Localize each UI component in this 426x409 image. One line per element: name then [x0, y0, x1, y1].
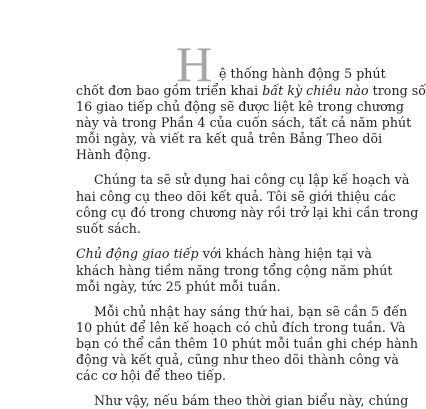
- text-run: với khách hàng hiện tại và: [198, 246, 372, 261]
- text-run: trong số: [368, 83, 426, 98]
- text-line: [76, 99, 404, 115]
- text-run: Như vậy, nếu bám theo thời gian biểu này, chúng: [94, 393, 409, 408]
- text-run: ệ thống hành động 5 phút: [219, 66, 386, 81]
- text-run: động và kết quả, cũng như theo dõi thành công và: [76, 352, 399, 367]
- text-line: [76, 115, 411, 131]
- italic-text: Chủ động giao tiếp: [76, 246, 199, 261]
- text-run: mỗi ngày, tức 25 phút mỗi tuần.: [76, 279, 281, 294]
- text-run: chốt đơn bao gồm triển khai: [76, 83, 263, 98]
- text-line: [76, 263, 393, 279]
- text-line: [76, 368, 226, 384]
- text-run: suốt sách.: [76, 221, 141, 236]
- text-run: 10 phút để lên kế hoạch có chủ đích trong tuần. Và: [76, 320, 406, 335]
- text-run: bạn có thể cần thêm 10 phút mỗi tuần ghi chép hành: [76, 336, 418, 351]
- text-line: [76, 246, 372, 262]
- text-line: [76, 221, 141, 237]
- text-run: Hành động.: [76, 147, 152, 162]
- text-line: [76, 83, 426, 99]
- text-line: [76, 147, 151, 163]
- text-run: mỗi ngày, và viết ra kết quả trên Bảng Theo dõi: [76, 131, 383, 146]
- text-run: này và trong Phần 4 của cuốn sách, tất cả năm phút: [76, 115, 412, 130]
- text-run: khách hàng tiềm năng trong tổng cộng năm phút: [76, 263, 393, 278]
- italic-text: bất kỳ chiêu nào: [262, 83, 369, 98]
- text-line: [94, 172, 409, 188]
- text-run: Chúng ta sẽ sử dụng hai công cụ lập kế hoạch và: [94, 172, 410, 187]
- text-line: [76, 336, 418, 352]
- text-line: [76, 320, 406, 336]
- text-line: [76, 189, 396, 205]
- text-run: công cụ đó trong chương này rồi trở lại khi cần trong: [76, 205, 419, 220]
- text-run: Mỗi chủ nhật hay sáng thứ hai, bạn sẽ cần 5 đến: [94, 304, 408, 319]
- text-run: các cơ hội để theo tiếp.: [76, 368, 227, 383]
- text-run: hai công cụ theo dõi kết quả. Tôi sẽ giới thiệu các: [76, 189, 396, 204]
- text-line: [76, 352, 399, 368]
- text-line: [76, 279, 281, 295]
- text-line: [94, 304, 407, 320]
- text-line: [76, 205, 418, 221]
- text-line: [219, 66, 386, 82]
- text-line: [94, 393, 408, 409]
- drop-cap: H: [176, 36, 213, 92]
- text-line: [76, 131, 382, 147]
- text-run: 16 giao tiếp chủ động sẽ được liệt kê trong chương: [76, 99, 404, 114]
